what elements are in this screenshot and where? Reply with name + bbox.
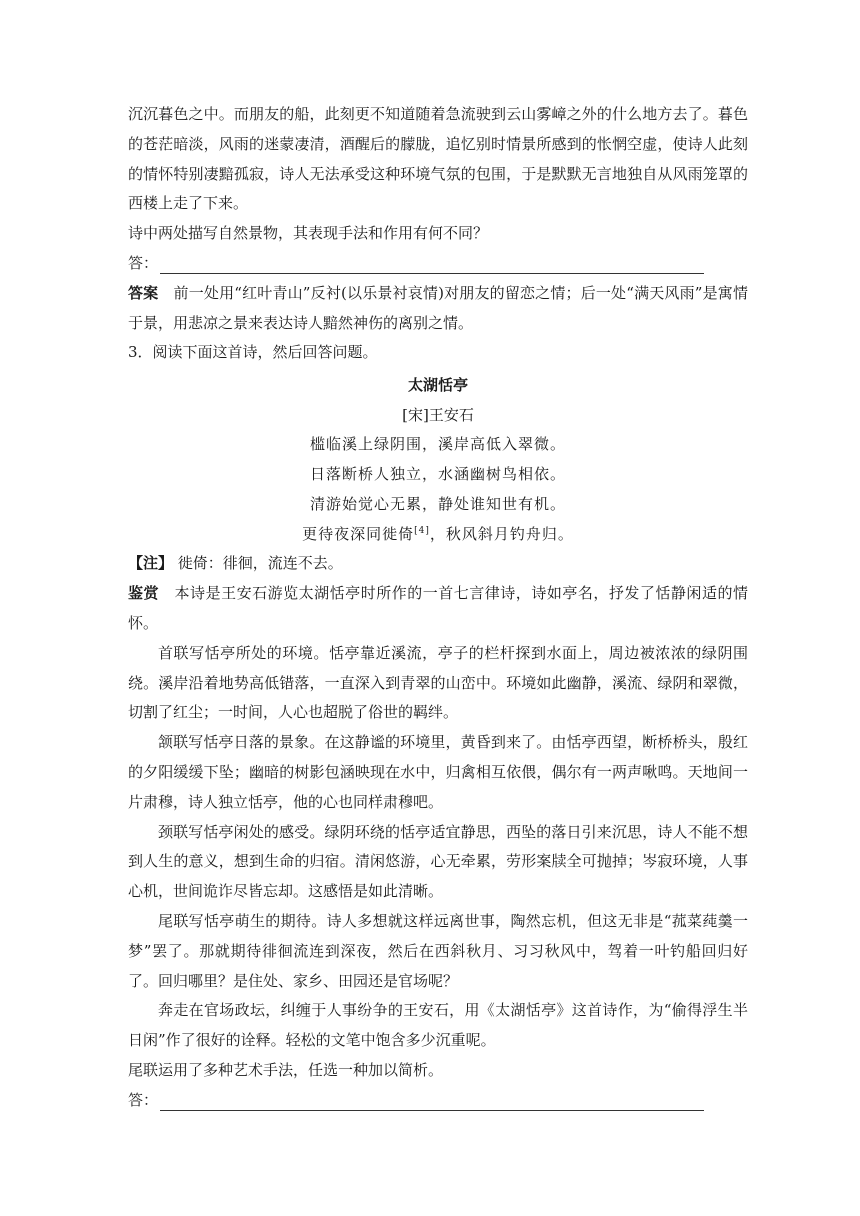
- appreciation-paragraph: 颈联写恬亭闲处的感受。绿阴环绕的恬亭适宜静思，西坠的落日引来沉思，诗人不能不想到人生的意义，想到生命的归宿。清闲悠游，心无牵累，劳形案牍全可抛掉；岑寂环境，人事心机，世间诡诈尽皆忘却。这感悟是如此清晰。: [128, 822, 748, 901]
- appreciation-intro-text: 本诗是王安石游览太湖恬亭时所作的一首七言律诗，诗如亭名，抒发了恬静闲适的情怀。: [128, 584, 748, 632]
- note-text: 徙倚：徘徊，流连不去。: [177, 554, 343, 573]
- appreciation-paragraph: 首联写恬亭所处的环境。恬亭靠近溪流，亭子的栏杆探到水面上，周边被浓浓的绿阴围绕。溪岸沿着地势高低错落，一直深入到青翠的山峦中。环境如此幽静，溪流、绿阴和翠微，切割了红尘；一时间，人心也超脱了俗世的羁绊。: [128, 643, 748, 722]
- poem-line: 清游始觉心无累，静处谁知世有机。: [309, 494, 566, 513]
- answer-blank-line[interactable]: [160, 255, 704, 274]
- footnote-marker: [4]: [414, 525, 430, 536]
- poem-author: [宋]王安石: [402, 406, 474, 425]
- question-2-prompt: 诗中两处描写自然景物，其表现手法和作用有何不同？: [128, 224, 489, 243]
- note-label: 【注】: [128, 554, 174, 573]
- appreciation-paragraph: 尾联写恬亭萌生的期待。诗人多想就这样远离世事，陶然忘机，但这无非是“菰菜莼羹一梦”罢了。那就期待徘徊流连到深夜，然后在西斜秋月、习习秋风中，驾着一叶钓船回归好了。回归哪里？是住处、家乡、田园还是官场呢？: [128, 911, 748, 990]
- passage-paragraph: 沉沉暮色之中。而朋友的船，此刻更不知道随着急流驶到云山雾嶂之外的什么地方去了。暮色的苍茫暗淡，风雨的迷蒙凄清，酒醒后的朦胧，追忆别时情景所感到的怅惘空虚，使诗人此刻的情怀特别凄黯孤寂，诗人无法承受这种环境气氛的包围，于是默默无言地独自从风雨笼罩的西楼上走了下来。: [128, 105, 748, 213]
- poem-line: 槛临溪上绿阴围，溪岸高低入翠微。: [309, 435, 566, 454]
- answer-prompt: 答：: [128, 1090, 159, 1109]
- question-3-intro: 3．阅读下面这首诗，然后回答问题。: [128, 343, 378, 362]
- poem-line-last: [128, 520, 748, 550]
- poem-title: 太湖恬亭: [407, 376, 468, 395]
- answer-prompt: 答：: [128, 253, 159, 272]
- question-3-prompt: 尾联运用了多种艺术手法，任选一种加以简析。: [128, 1060, 444, 1079]
- answer-text: 前一处用“红叶青山”反衬(以乐景衬哀情)对朋友的留恋之情；后一处“满天风雨”是寓情于景，用悲凉之景来表达诗人黯然神伤的离别之情。: [128, 283, 748, 332]
- answer-field-2[interactable]: [128, 249, 748, 279]
- poem-note: [128, 549, 748, 579]
- answer-block: [128, 279, 748, 339]
- poem-line-part: 更待夜深同徙倚: [302, 524, 415, 543]
- answer-field-3[interactable]: [128, 1086, 748, 1116]
- answer-label: 答案: [128, 283, 159, 302]
- appreciation-label: 鉴赏: [128, 584, 160, 603]
- answer-blank-line[interactable]: [160, 1092, 704, 1111]
- document-content: [128, 100, 748, 1116]
- appreciation-paragraph: 奔走在官场政坛，纠缠于人事纷争的王安石，用《太湖恬亭》这首诗作，为“偷得浮生半日闲”作了很好的诠释。轻松的文笔中饱含多少沉重呢。: [128, 1001, 748, 1050]
- poem-line: 日落断桥人独立，水涵幽树鸟相依。: [309, 464, 566, 483]
- appreciation-intro: [128, 579, 748, 639]
- poem-line-part: ，秋风斜月钓舟归。: [429, 524, 574, 543]
- appreciation-paragraph: 颔联写恬亭日落的景象。在这静谧的环境里，黄昏到来了。由恬亭西望，断桥桥头，殷红的夕阳缓缓下坠；幽暗的树影包涵映现在水中，归禽相互依偎，偶尔有一两声啾鸣。天地间一片肃穆，诗人独立恬亭，他的心也同样肃穆吧。: [128, 733, 748, 811]
